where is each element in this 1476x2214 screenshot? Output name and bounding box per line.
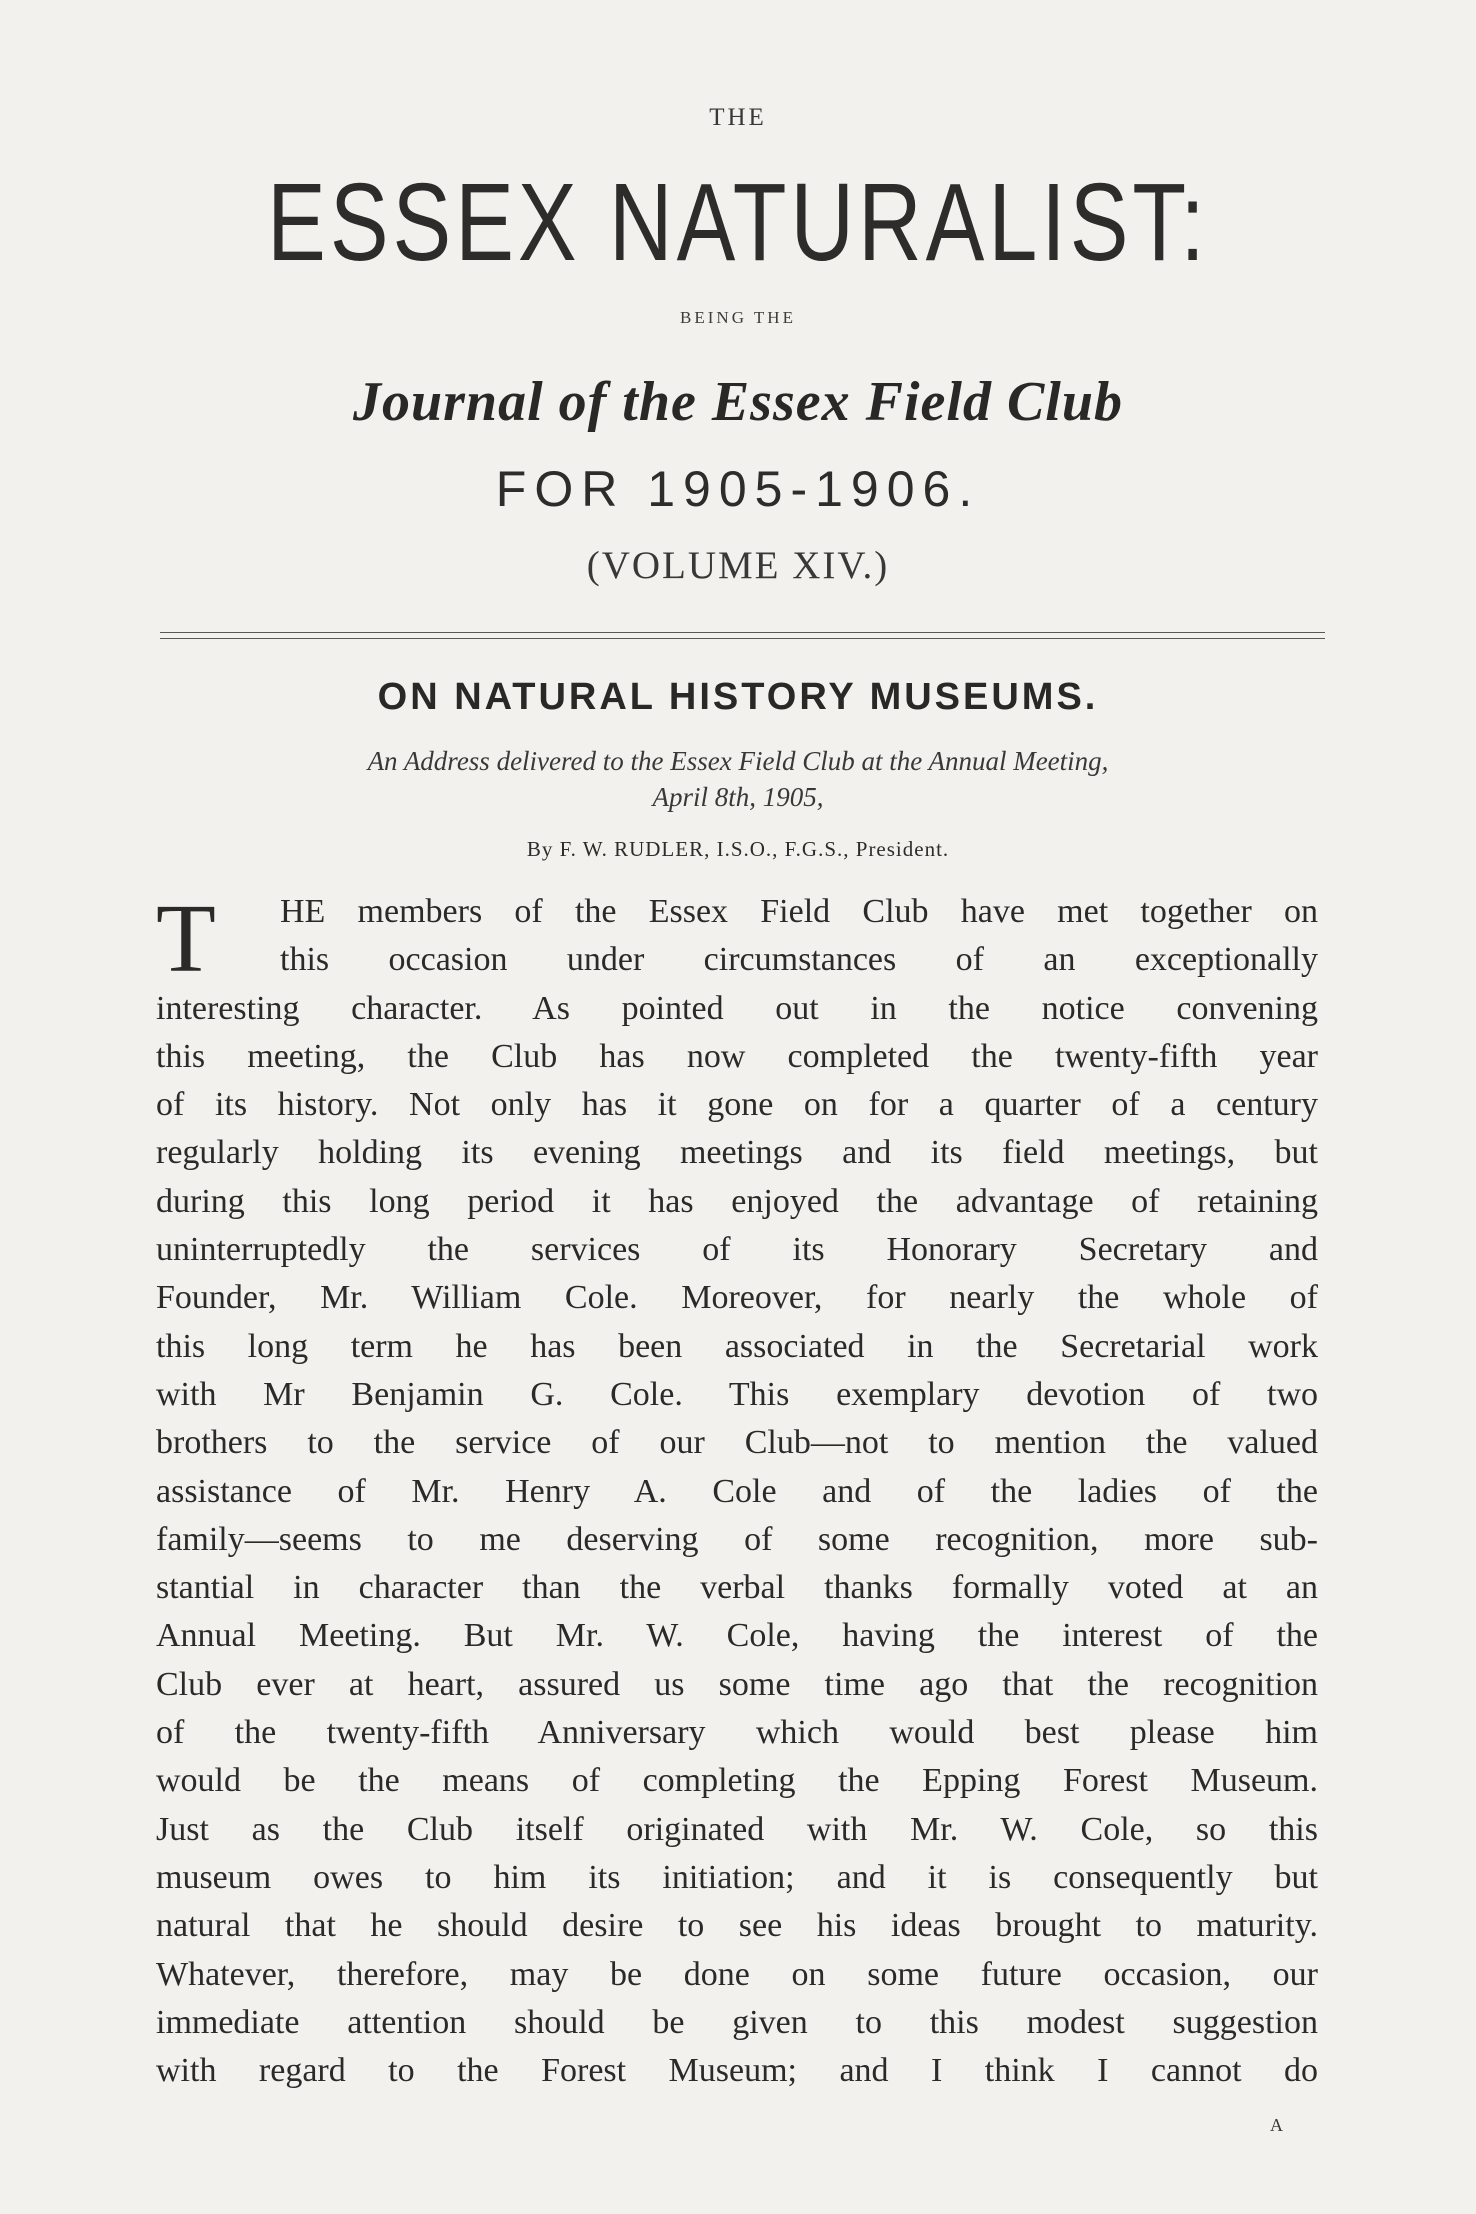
header-being-the: BEING THE bbox=[680, 308, 796, 327]
journal-years: FOR 1905-1906. bbox=[495, 461, 981, 517]
body-line: museum owes to him its initiation; and it is consequently but bbox=[156, 1858, 1318, 1896]
article-body bbox=[156, 885, 1318, 2095]
body-line: natural that he should desire to see his ideas brought to maturity. bbox=[156, 1907, 1318, 1945]
body-line: of the twenty-fifth Anniversary which would best please him bbox=[156, 1714, 1318, 1752]
body-line: stantial in character than the verbal thanks formally voted at an bbox=[156, 1569, 1318, 1607]
body-line: this occasion under circumstances of an exceptionally bbox=[280, 941, 1318, 979]
body-line: of its history. Not only has it gone on for a quarter of a century bbox=[156, 1086, 1318, 1124]
body-line: HE members of the Essex Field Club have met together on bbox=[280, 893, 1318, 930]
body-line: during this long period it has enjoyed the advantage of retaining bbox=[156, 1182, 1318, 1220]
body-line: family—seems to me deserving of some recognition, more sub- bbox=[156, 1520, 1318, 1558]
body-line: Club ever at heart, assured us some time ago that the recognition bbox=[156, 1665, 1318, 1703]
header-rule-bottom bbox=[160, 638, 1325, 639]
body-line: immediate attention should be given to this modest suggestion bbox=[156, 2003, 1318, 2041]
journal-title: ESSEX NATURALIST: bbox=[267, 161, 1209, 284]
body-line: brothers to the service of our Club—not to mention the valued bbox=[156, 1424, 1318, 1462]
body-line: Founder, Mr. William Cole. Moreover, for nearly the whole of bbox=[156, 1279, 1318, 1317]
body-line: with regard to the Forest Museum; and I think I cannot do bbox=[156, 2052, 1318, 2090]
body-line: with Mr Benjamin G. Cole. This exemplary devotion of two bbox=[156, 1375, 1318, 1413]
header-the: THE bbox=[709, 104, 767, 131]
body-line: interesting character. As pointed out in the notice convening bbox=[156, 989, 1318, 1027]
header-rule-top bbox=[160, 632, 1325, 633]
body-line: assistance of Mr. Henry A. Cole and of the ladies of the bbox=[156, 1472, 1318, 1510]
article-title: ON NATURAL HISTORY MUSEUMS. bbox=[377, 676, 1099, 718]
article-subtitle-line2: April 8th, 1905, bbox=[652, 782, 824, 812]
article-author: By F. W. RUDLER, I.S.O., F.G.S., President. bbox=[526, 837, 950, 861]
journal-volume: (VOLUME XIV.) bbox=[586, 544, 890, 587]
article-subtitle-line1: An Address delivered to the Essex Field Club at the Annual Meeting, bbox=[367, 746, 1109, 776]
journal-subtitle: Journal of the Essex Field Club bbox=[352, 371, 1124, 433]
body-line: uninterruptedly the services of its Honorary Secretary and bbox=[156, 1231, 1318, 1269]
body-line: Annual Meeting. But Mr. W. Cole, having the interest of the bbox=[156, 1617, 1318, 1655]
body-line: this meeting, the Club has now completed the twenty-fifth year bbox=[156, 1037, 1318, 1075]
body-line: Whatever, therefore, may be done on some future occasion, our bbox=[156, 1955, 1318, 1993]
page-signature: A bbox=[1270, 2115, 1283, 2135]
body-line: would be the means of completing the Epping Forest Museum. bbox=[156, 1762, 1318, 1800]
article-body-lines bbox=[156, 885, 1318, 2095]
body-line: regularly holding its evening meetings and its field meetings, but bbox=[156, 1134, 1318, 1172]
drop-cap: T bbox=[156, 885, 216, 993]
body-line: this long term he has been associated in the Secretarial work bbox=[156, 1327, 1318, 1365]
body-line: Just as the Club itself originated with Mr. W. Cole, so this bbox=[156, 1810, 1318, 1848]
